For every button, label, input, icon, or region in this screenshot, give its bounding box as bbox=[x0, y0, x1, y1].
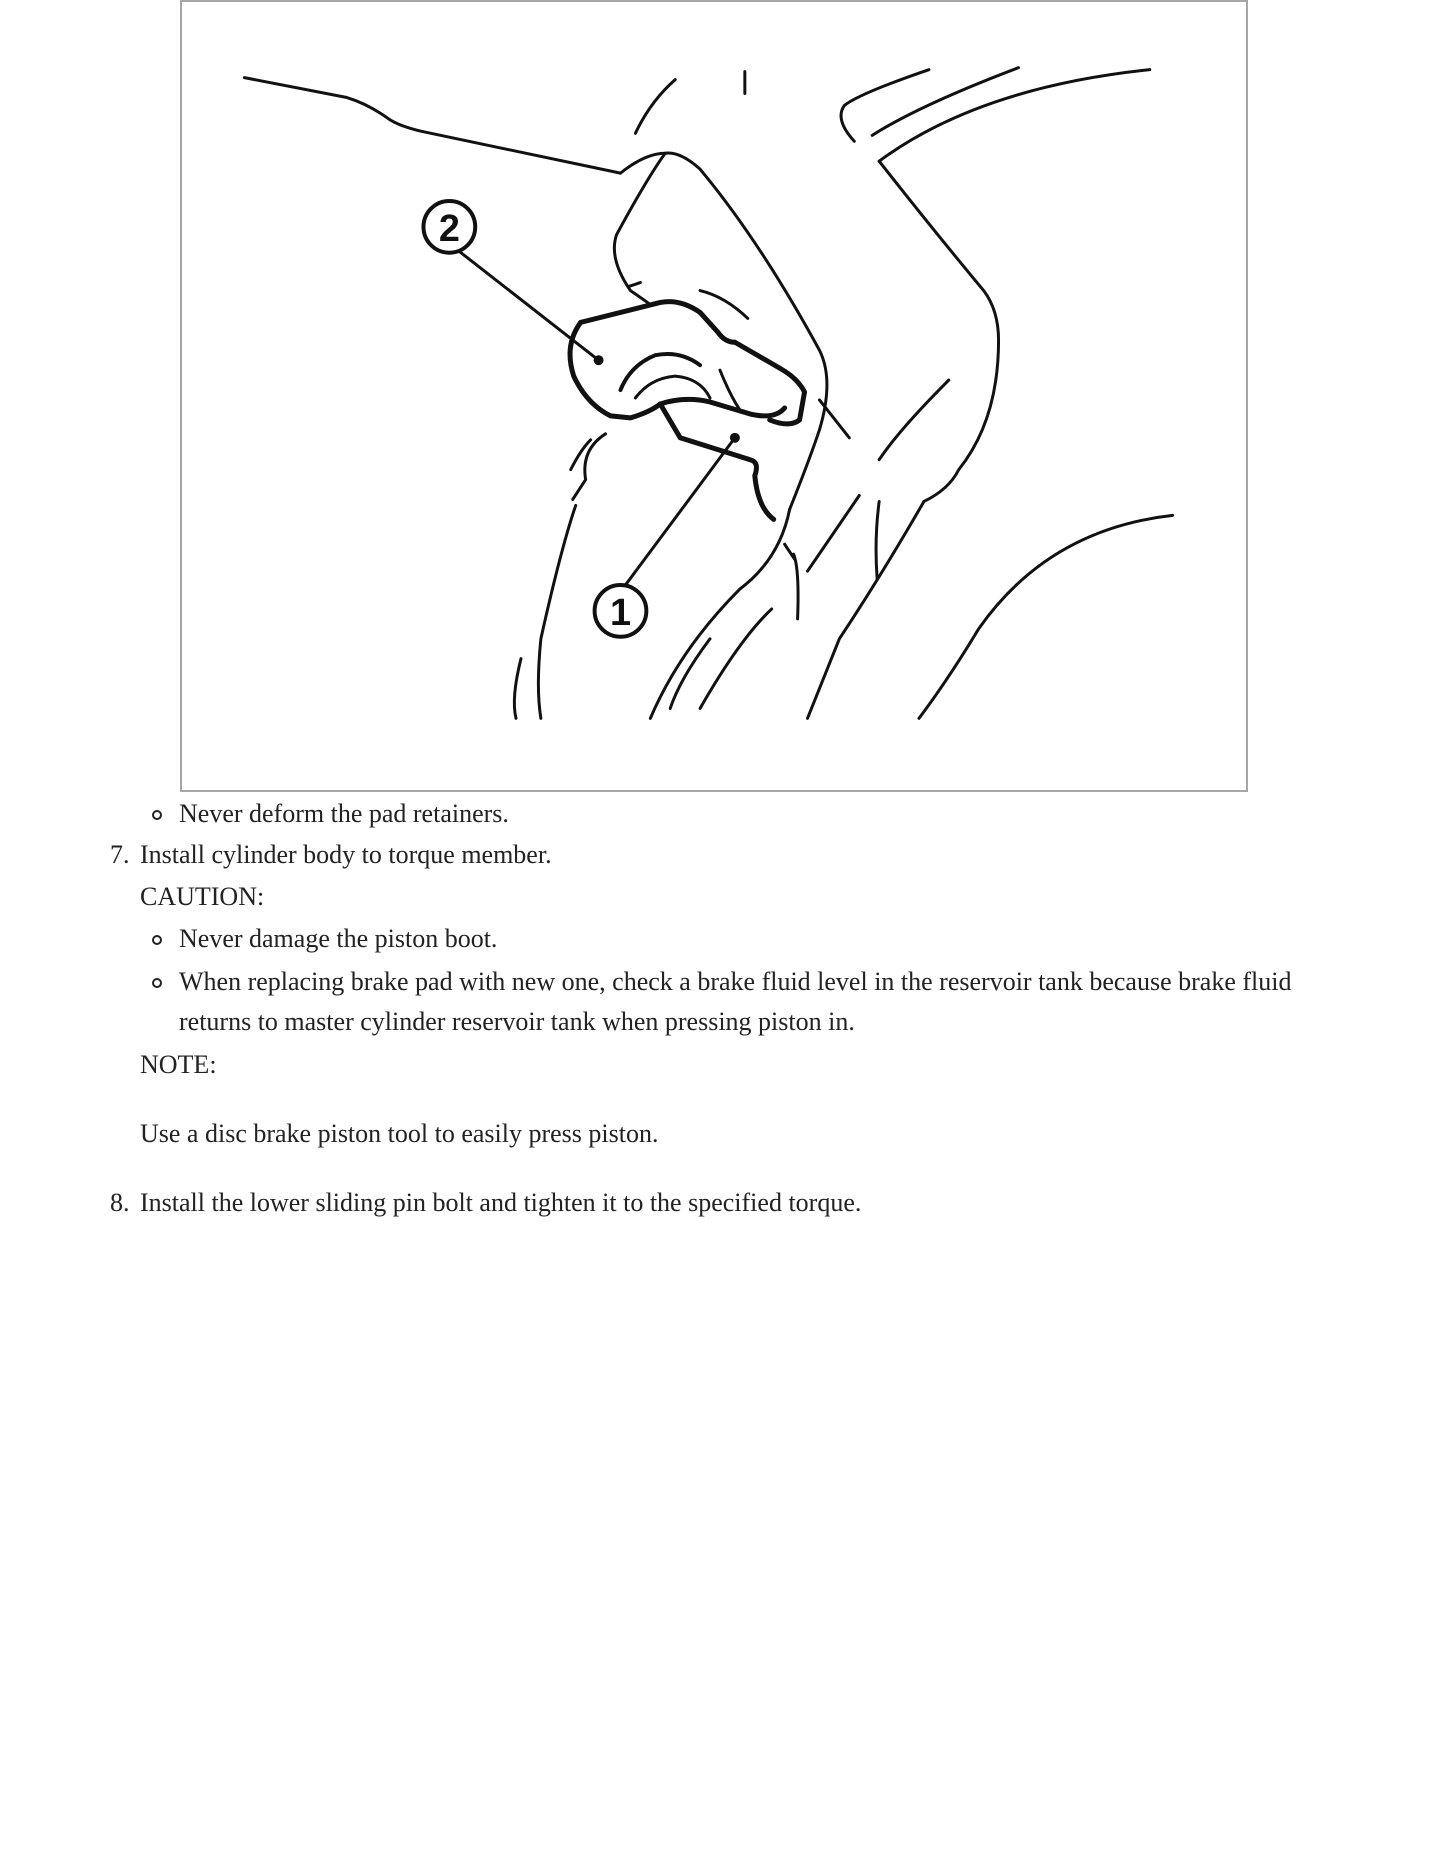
callout-2-label: 2 bbox=[438, 207, 460, 250]
callout-2 bbox=[423, 201, 475, 253]
bullet-icon bbox=[152, 810, 162, 820]
step-7-text: Install cylinder body to torque member. bbox=[140, 840, 552, 869]
callout-1-label: 1 bbox=[609, 591, 631, 634]
bullet-icon bbox=[152, 978, 162, 988]
caution-item-1: Never damage the piston boot. bbox=[179, 924, 498, 953]
caliper-illustration bbox=[182, 2, 1246, 790]
callout-1 bbox=[595, 585, 647, 637]
step-7-number: 7. bbox=[110, 840, 130, 869]
note-text: Use a disc brake piston tool to easily press piston. bbox=[140, 1119, 659, 1148]
retainer-note: Never deform the pad retainers. bbox=[179, 799, 509, 828]
caution-item-2-continued: returns to master cylinder reservoir tank when pressing piston in. bbox=[179, 1007, 855, 1036]
note-label: NOTE: bbox=[140, 1050, 217, 1079]
caution-label: CAUTION: bbox=[140, 882, 265, 911]
step-8-text: Install the lower sliding pin bolt and tighten it to the specified torque. bbox=[140, 1188, 862, 1217]
brake-pad-retainer-figure bbox=[180, 0, 1248, 792]
bullet-icon bbox=[152, 935, 162, 945]
caution-item-2: When replacing brake pad with new one, check a brake fluid level in the reservoir tank because brake fluid bbox=[179, 967, 1292, 996]
step-8-number: 8. bbox=[110, 1188, 130, 1217]
